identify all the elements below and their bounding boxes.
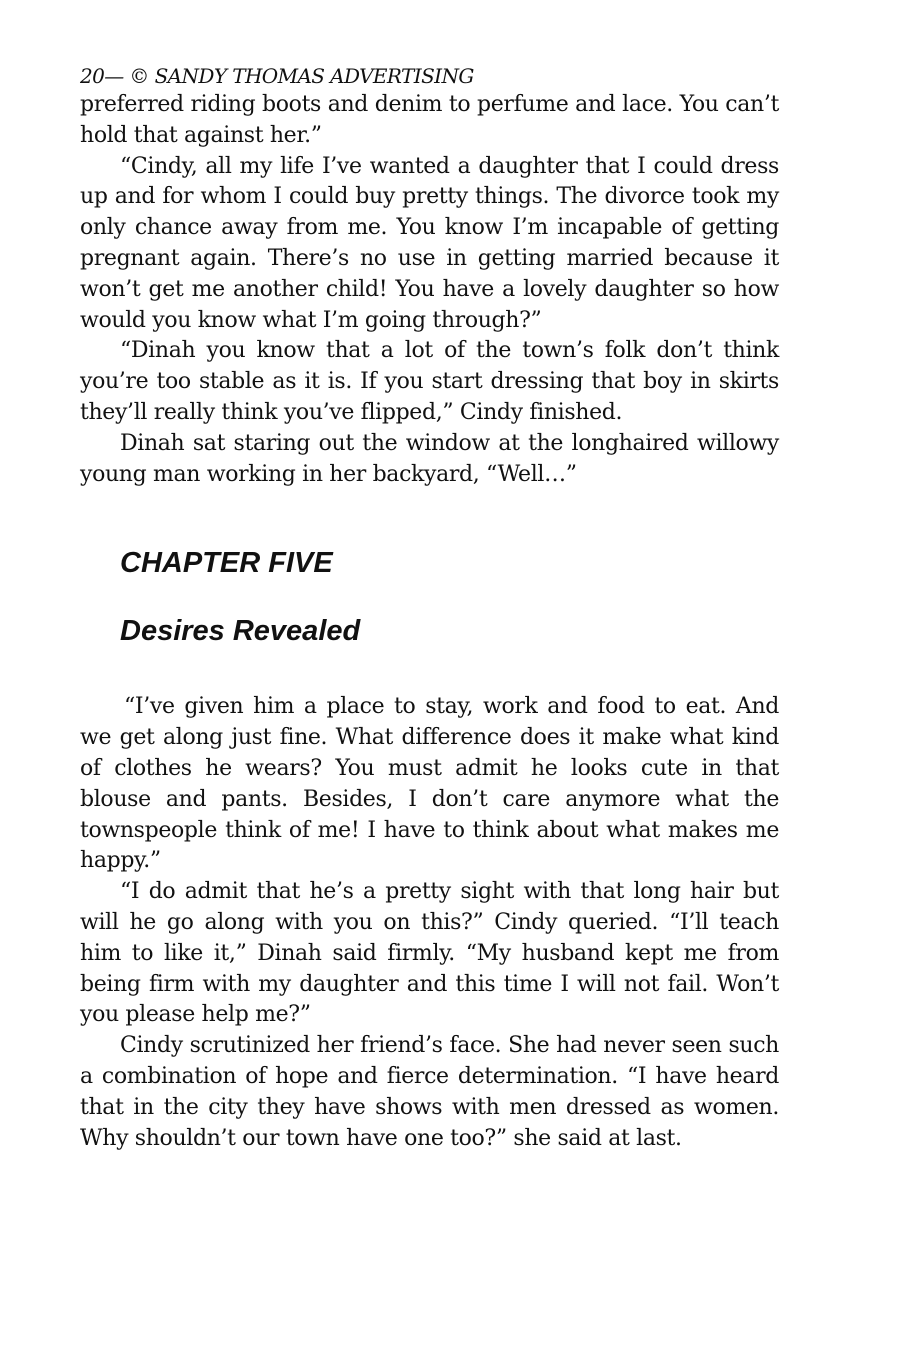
chapter-heading: CHAPTER FIVE (120, 547, 333, 580)
spacer (80, 490, 779, 546)
paragraph: “I do admit that he’s a pretty sight with that long hair but will he go along with you on this?” Cindy queried. “I’ll teach him to like it,” Dinah said firmly. “My husband kept me from being firm with my daughter and this time I will not fail. Won’t you please help me?” (80, 879, 779, 1028)
paragraph: Dinah sat staring out the window at the longhaired willowy young man working in her backyard, “Well…” (80, 430, 779, 487)
paragraph: “I’ve given him a place to stay, work and food to eat. And we get along just fine. What difference does it make what kind of clothes he wears? You must admit he looks cute in that blouse and pants. Besides, I don’t care anymore what the townspeople think of me! I have to think about what makes me happy.” (80, 694, 779, 874)
paragraph: “Cindy, all my life I’ve wanted a daughter that I could dress up and for whom I could buy pretty things. The divorce took my only chance away from me. You know I’m incapable of getting pregnant again. There’s no use in getting married because it won’t get me another child! You have a lovely daughter so how would you know what I’m going through?” (80, 153, 779, 333)
spacer (80, 580, 779, 614)
paragraph-continued: preferred riding boots and denim to perfume and lace. You can’t hold that against her.” (80, 92, 779, 148)
paragraph: “Dinah you know that a lot of the town’s folk don’t think you’re too stable as it is. If you start dressing that boy in skirts they’ll really think you’ve flipped,” Cindy finished. (80, 338, 779, 425)
paragraph: Cindy scrutinized her friend’s face. She had never seen such a combination of hope and fierce determination. “I have heard that in the city they have shows with men dressed as women. Why shouldn’t our town have one too?” she said at last. (80, 1033, 779, 1151)
spacer (80, 648, 779, 692)
chapter-subtitle: Desires Revealed (120, 615, 361, 648)
running-head: 20— © SANDY THOMAS ADVERTISING (80, 64, 474, 88)
book-page (80, 62, 779, 1154)
